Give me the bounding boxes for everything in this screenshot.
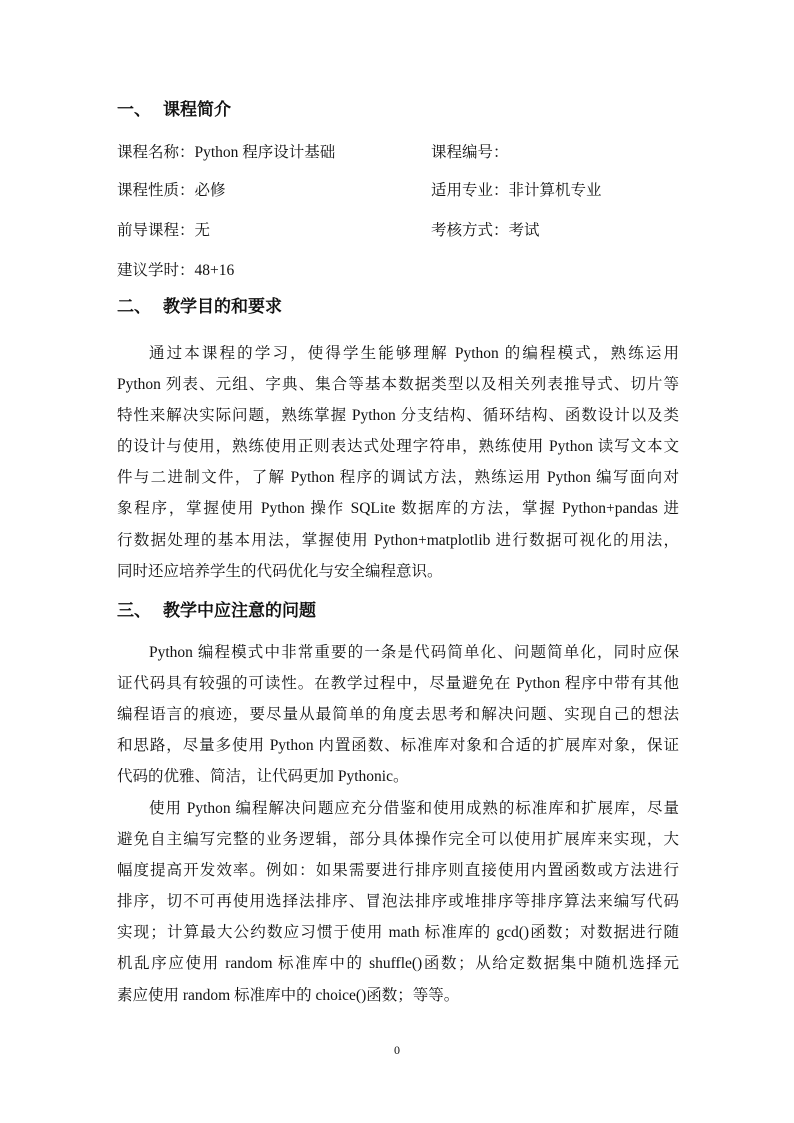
text-line: 排序，切不可再使用选择法排序、冒泡法排序或堆排序等排序算法来编写代码 <box>117 893 679 911</box>
section-title: 课程简介 <box>163 100 231 120</box>
text-line: 通过本课程的学习，使得学生能够理解 Python 的编程模式，熟练运用 <box>149 345 679 362</box>
section-title: 教学中应注意的问题 <box>163 601 316 621</box>
text-line: 使用 Python 编程解决问题应充分借鉴和使用成熟的标准库和扩展库，尽量 <box>149 800 679 817</box>
text-line: Python 编程模式中非常重要的一条是代码简单化、问题简单化，同时应保 <box>149 644 679 661</box>
paragraph-notes-2 <box>117 793 679 1011</box>
section-number: 三、 <box>117 601 151 621</box>
text-line: 素应使用 random 标准库中的 choice()函数；等等。 <box>117 986 460 1004</box>
section-number: 二、 <box>117 297 151 317</box>
course-code: 课程编号： <box>431 144 509 161</box>
text-line: 证代码具有较强的可读性。在教学过程中，尽量避免在 Python 程序中带有其他 <box>117 675 679 693</box>
paragraph-notes-1 <box>117 637 679 792</box>
text-line: Python 列表、元组、字典、集合等基本数据类型以及相关列表推导式、切片等 <box>117 376 679 394</box>
text-line: 代码的优雅、简洁，让代码更加 Pythonic。 <box>117 768 409 786</box>
text-line: 同时还应培养学生的代码优化与安全编程意识。 <box>117 562 443 580</box>
course-name: 课程名称：Python 程序设计基础 <box>117 144 336 161</box>
text-line: 避免自主编写完整的业务逻辑，部分具体操作完全可以使用扩展库来实现，大 <box>117 831 679 849</box>
course-nature: 课程性质：必修 <box>117 182 226 199</box>
text-line: 行数据处理的基本用法，掌握使用 Python+matplotlib 进行数据可视化的用法， <box>117 531 679 549</box>
text-line: 机乱序应使用 random 标准库中的 shuffle()函数；从给定数据集中随机选择元 <box>117 955 679 973</box>
course-prerequisite: 前导课程：无 <box>117 222 211 239</box>
text-line: 象程序，掌握使用 Python 操作 SQLite 数据库的方法，掌握 Python+pandas 进 <box>117 500 679 518</box>
section-title: 教学目的和要求 <box>163 297 282 317</box>
page-number: 0 <box>394 1043 400 1057</box>
section-heading-3 <box>117 596 316 621</box>
text-line: 特性来解决实际问题，熟练掌握 Python 分支结构、循环结构、函数设计以及类 <box>117 407 679 425</box>
course-major: 适用专业：非计算机专业 <box>431 182 602 199</box>
text-line: 编程语言的痕迹，要尽量从最简单的角度去思考和解决问题、实现自己的想法 <box>117 706 679 724</box>
text-line: 实现；计算最大公约数应习惯于使用 math 标准库的 gcd()函数；对数据进行随 <box>117 924 679 942</box>
text-line: 的设计与使用，熟练使用正则表达式处理字符串，熟练使用 Python 读写文本文 <box>117 438 679 456</box>
text-line: 件与二进制文件，了解 Python 程序的调试方法，熟练运用 Python 编写面向对 <box>117 469 679 487</box>
section-number: 一、 <box>117 100 151 120</box>
course-hours: 建议学时：48+16 <box>117 262 235 279</box>
paragraph-objectives <box>117 338 679 587</box>
course-assessment: 考核方式：考试 <box>431 222 540 239</box>
text-line: 幅度提高开发效率。例如：如果需要进行排序则直接使用内置函数或方法进行 <box>117 862 679 880</box>
section-heading-2 <box>117 292 282 317</box>
text-line: 和思路，尽量多使用 Python 内置函数、标准库对象和合适的扩展库对象，保证 <box>117 737 679 755</box>
section-heading-1 <box>117 95 231 120</box>
